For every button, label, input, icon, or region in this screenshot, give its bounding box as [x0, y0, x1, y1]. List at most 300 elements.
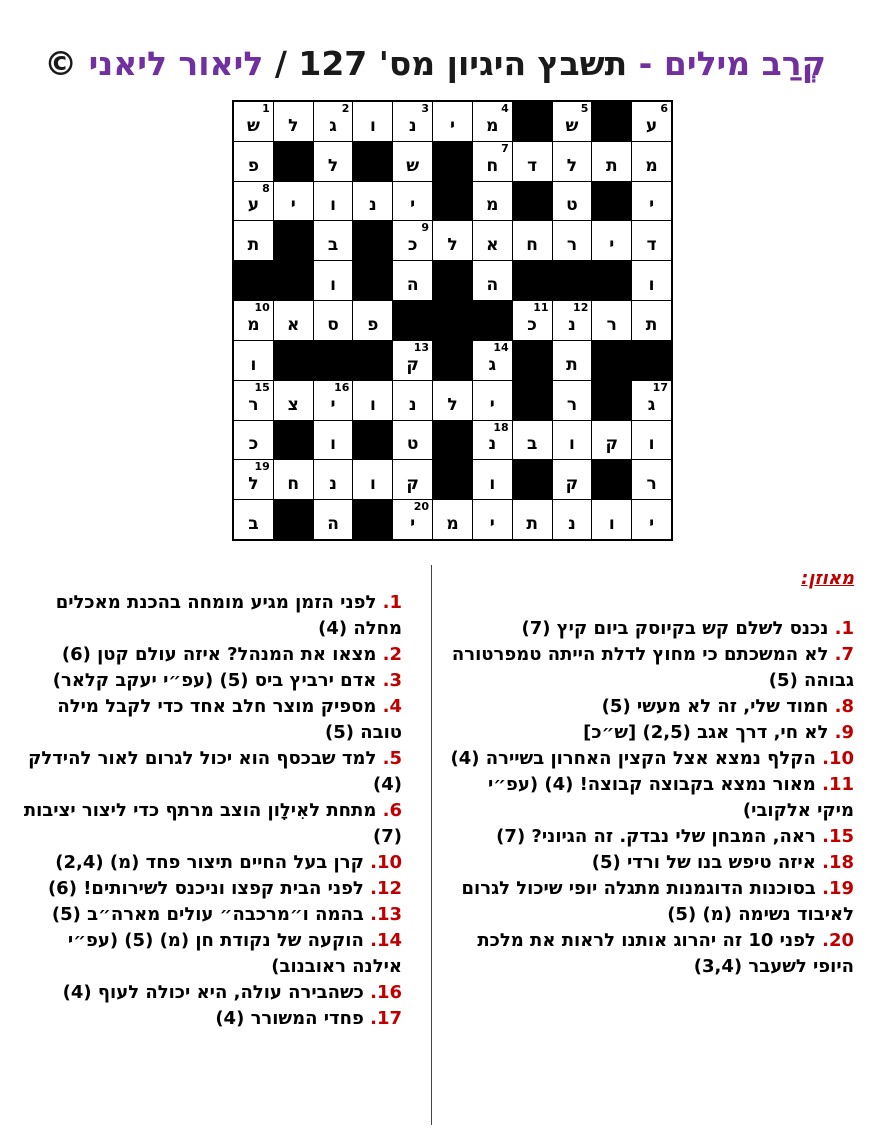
clue-number: 11	[533, 301, 549, 315]
cell-letter: ו	[330, 275, 336, 296]
cell-letter: י	[609, 235, 615, 256]
clue-number: 19	[254, 460, 270, 474]
clue-label: 5.	[382, 748, 402, 769]
letter-cell[interactable]	[592, 301, 631, 340]
letter-cell[interactable]	[314, 182, 353, 221]
letter-cell[interactable]	[632, 182, 671, 221]
clue-text: הקלף נמצא אצל הקצין האחרון בשיירה (4)	[450, 748, 823, 769]
clue-label: 15.	[822, 826, 854, 847]
cell-letter: מ	[486, 115, 499, 136]
column-divider	[431, 565, 432, 1125]
black-cell	[274, 341, 313, 380]
across-clues	[450, 566, 854, 980]
clue-label: 13.	[370, 904, 402, 925]
clue-text: לפני הזמן מגיע מומחה בהכנת מאכלים מחלה (4)	[55, 592, 402, 639]
across-heading: מאוזן:	[801, 568, 854, 589]
cell-letter: ד	[527, 155, 538, 176]
letter-cell[interactable]	[314, 421, 353, 460]
letter-cell[interactable]	[553, 460, 592, 499]
cell-letter: ע	[645, 115, 658, 136]
cell-letter: ל	[447, 394, 458, 415]
black-cell	[513, 261, 552, 300]
clue	[14, 980, 402, 1006]
letter-cell[interactable]	[513, 421, 552, 460]
clue-text: מאור נמצא בקבוצה קבוצה! (4) (עפ״י מיקי אלקובי)	[487, 774, 854, 821]
letter-cell[interactable]	[393, 421, 432, 460]
letter-cell[interactable]	[553, 182, 592, 221]
black-cell	[433, 301, 472, 340]
letter-cell[interactable]	[393, 500, 432, 539]
black-cell	[513, 182, 552, 221]
letter-cell[interactable]	[353, 301, 392, 340]
clue-label: 8.	[834, 696, 854, 717]
cell-letter: מ	[645, 155, 658, 176]
clue-number: 4	[501, 102, 509, 115]
letter-cell[interactable]	[632, 500, 671, 539]
clue-label: 17.	[370, 1008, 402, 1029]
cell-letter: ט	[566, 195, 578, 216]
cell-letter: כ	[407, 235, 418, 256]
clue-label: 7.	[834, 644, 854, 665]
cell-letter: ר	[566, 394, 578, 415]
letter-cell[interactable]	[314, 460, 353, 499]
letter-cell[interactable]	[274, 460, 313, 499]
cell-letter: ח	[287, 474, 300, 495]
letter-cell[interactable]	[353, 460, 392, 499]
cell-letter: ו	[608, 513, 615, 534]
clue-number: 1	[262, 102, 270, 115]
black-cell	[274, 500, 313, 539]
cell-letter: ש	[565, 115, 579, 136]
cell-letter: ו	[369, 394, 376, 415]
letter-cell[interactable]	[314, 102, 353, 141]
black-cell	[433, 261, 472, 300]
letter-cell[interactable]	[234, 102, 273, 141]
cell-letter: ו	[648, 275, 655, 296]
cell-letter: י	[649, 195, 655, 216]
clue-label: 20.	[822, 930, 854, 951]
letter-cell[interactable]	[553, 500, 592, 539]
letter-cell[interactable]	[632, 221, 671, 260]
black-cell	[433, 142, 472, 181]
black-cell	[274, 142, 313, 181]
letter-cell[interactable]	[632, 261, 671, 300]
cell-letter: א	[486, 235, 499, 256]
clue-text: פחדי המשורר (4)	[215, 1008, 371, 1029]
cell-letter: י	[330, 394, 336, 415]
clue-label: 14.	[370, 930, 402, 951]
clue-label: 2.	[382, 644, 402, 665]
letter-cell[interactable]	[234, 381, 273, 420]
letter-cell[interactable]	[553, 301, 592, 340]
black-cell	[592, 460, 631, 499]
cell-letter: ד	[646, 235, 657, 256]
cell-letter: ו	[330, 434, 336, 455]
cell-letter: י	[290, 195, 296, 216]
letter-cell[interactable]	[274, 182, 313, 221]
cell-letter: נ	[369, 195, 377, 216]
black-cell	[234, 261, 273, 300]
black-cell	[433, 182, 472, 221]
letter-cell[interactable]	[632, 421, 671, 460]
cell-letter: י	[410, 513, 416, 534]
cell-letter: ל	[447, 235, 458, 256]
cell-letter: ק	[565, 474, 579, 495]
clue	[450, 694, 854, 720]
cell-letter: ר	[566, 235, 578, 256]
letter-cell[interactable]	[393, 221, 432, 260]
letter-cell[interactable]	[513, 500, 552, 539]
cell-letter: ט	[406, 434, 419, 455]
clue-label: 12.	[370, 878, 402, 899]
letter-cell[interactable]	[473, 221, 512, 260]
letter-cell[interactable]	[234, 301, 273, 340]
cell-letter: ב	[248, 513, 259, 534]
clue	[14, 668, 402, 694]
cell-letter: ל	[327, 155, 339, 176]
cell-letter: נ	[568, 513, 576, 534]
crossword-grid	[232, 100, 673, 541]
letter-cell[interactable]	[234, 421, 273, 460]
cell-letter: ק	[406, 474, 419, 495]
clue-label: 1.	[382, 592, 402, 613]
letter-cell[interactable]	[473, 142, 512, 181]
cell-letter: מ	[247, 314, 260, 335]
title-dash: -	[638, 44, 653, 83]
letter-cell[interactable]	[592, 421, 631, 460]
black-cell	[274, 221, 313, 260]
letter-cell[interactable]	[393, 182, 432, 221]
letter-cell[interactable]	[513, 301, 552, 340]
letter-cell[interactable]	[473, 381, 512, 420]
cell-letter: ה	[406, 275, 419, 296]
clue-number: 7	[501, 141, 509, 155]
cell-letter: ג	[488, 354, 497, 375]
black-cell	[353, 142, 392, 181]
black-cell	[393, 301, 432, 340]
letter-cell[interactable]	[632, 102, 671, 141]
clue-text: מתחת לאִילָון הוצב מרתף כדי ליצור יציבות (7)	[23, 800, 402, 847]
clue-number: 18	[493, 420, 509, 434]
letter-cell[interactable]	[314, 301, 353, 340]
clue-label: 1.	[834, 618, 854, 639]
clue	[450, 928, 854, 980]
cell-letter: ר	[646, 474, 657, 495]
cell-letter: ו	[569, 434, 575, 455]
letter-cell[interactable]	[473, 460, 512, 499]
cell-letter: פ	[247, 155, 259, 176]
black-cell	[513, 460, 552, 499]
letter-cell[interactable]	[592, 142, 631, 181]
letter-cell[interactable]	[314, 142, 353, 181]
clue-text: איזה טיפש בנו של ורדי (5)	[591, 852, 823, 873]
letter-cell[interactable]	[314, 261, 353, 300]
black-cell	[433, 460, 472, 499]
clue-text: חמוד שלי, זה לא מעשי (5)	[601, 696, 835, 717]
clue-text: לפני 10 זה יהרוג אותנו לראות את מלכת היופי לשעבר (3,4)	[477, 930, 854, 977]
letter-cell[interactable]	[473, 500, 512, 539]
cell-letter: נ	[488, 434, 497, 455]
letter-cell[interactable]	[473, 341, 512, 380]
letter-cell[interactable]	[632, 460, 671, 499]
cell-letter: נ	[329, 474, 337, 495]
letter-cell[interactable]	[473, 261, 512, 300]
letter-cell[interactable]	[393, 102, 432, 141]
cell-letter: ב	[526, 434, 538, 455]
cell-letter: ו	[648, 434, 655, 455]
black-cell	[353, 500, 392, 539]
title-name: קְרַב מילים	[663, 44, 826, 83]
black-cell	[433, 421, 472, 460]
cell-letter: י	[489, 513, 495, 534]
clue-number: 15	[254, 380, 270, 394]
letter-cell[interactable]	[632, 142, 671, 181]
clue-label: 16.	[370, 982, 402, 1003]
cell-letter: ג	[329, 115, 337, 136]
letter-cell[interactable]	[393, 460, 432, 499]
cell-letter: פ	[367, 314, 379, 335]
letter-cell[interactable]	[314, 381, 353, 420]
clue-number: 20	[413, 500, 430, 514]
letter-cell[interactable]	[274, 381, 313, 420]
clue	[450, 746, 854, 772]
letter-cell[interactable]	[553, 381, 592, 420]
cell-letter: צ	[287, 394, 299, 415]
black-cell	[274, 421, 313, 460]
clue	[450, 720, 854, 746]
cell-letter: י	[449, 115, 455, 136]
letter-cell[interactable]	[553, 102, 592, 141]
cell-letter: ר	[248, 394, 259, 415]
clue-number: 12	[573, 301, 589, 315]
clue	[14, 694, 402, 746]
clue-number: 2	[341, 102, 350, 115]
clue-text: אדם ירביץ ביס (5) (עפ״י יעקב קלאר)	[52, 670, 383, 691]
clue	[450, 616, 854, 642]
clue	[450, 642, 854, 694]
letter-cell[interactable]	[234, 500, 273, 539]
clue-number: 9	[421, 221, 430, 235]
cell-letter: י	[410, 195, 416, 216]
clue	[14, 798, 402, 850]
cell-letter: ת	[605, 155, 618, 176]
letter-cell[interactable]	[473, 102, 512, 141]
letter-cell[interactable]	[433, 381, 472, 420]
letter-cell[interactable]	[553, 341, 592, 380]
clue-number: 3	[421, 102, 430, 115]
letter-cell[interactable]	[353, 102, 392, 141]
letter-cell[interactable]	[473, 182, 512, 221]
clue-label: 3.	[382, 670, 402, 691]
black-cell	[592, 381, 631, 420]
cell-letter: ל	[288, 115, 299, 136]
black-cell	[592, 341, 631, 380]
clue-label: 9.	[834, 722, 854, 743]
cell-letter: נ	[568, 314, 576, 335]
clue-text: כשהבירה עולה, היא יכולה לעוף (4)	[62, 982, 371, 1003]
clue-text: לא חי, דרך אגב (2,5) [ש״כ]	[583, 722, 835, 743]
letter-cell[interactable]	[274, 301, 313, 340]
letter-cell[interactable]	[393, 341, 432, 380]
black-cell	[314, 341, 353, 380]
black-cell	[433, 341, 472, 380]
cell-letter: ה	[486, 275, 499, 296]
black-cell	[553, 261, 592, 300]
title-copyright: ©	[44, 44, 78, 83]
cell-letter: כ	[527, 314, 537, 335]
cell-letter: ש	[406, 155, 420, 176]
letter-cell[interactable]	[393, 142, 432, 181]
clue-text: מספיק מוצר חלב אחד כדי לקבל מילה טובה (5)	[57, 696, 402, 743]
letter-cell[interactable]	[353, 182, 392, 221]
letter-cell[interactable]	[433, 102, 472, 141]
clue-text: נכנס לשלם קש בקיוסק ביום קיץ (7)	[521, 618, 835, 639]
down-clues	[14, 590, 402, 1032]
cell-letter: ת	[526, 513, 538, 534]
letter-cell[interactable]	[234, 182, 273, 221]
letter-cell[interactable]	[314, 221, 353, 260]
black-cell	[513, 341, 552, 380]
cell-letter: ק	[406, 354, 419, 375]
cell-letter: מ	[486, 195, 499, 216]
clue-number: 16	[334, 380, 350, 394]
cell-letter: ת	[566, 354, 578, 375]
clue	[450, 824, 854, 850]
clue-label: 11.	[822, 774, 854, 795]
cell-letter: נ	[408, 115, 417, 136]
clue-label: 10.	[370, 852, 402, 873]
letter-cell[interactable]	[592, 500, 631, 539]
cell-letter: מ	[446, 513, 459, 534]
cell-letter: ה	[327, 513, 339, 534]
cell-letter: כ	[248, 434, 259, 455]
clue	[14, 746, 402, 798]
letter-cell[interactable]	[433, 500, 472, 539]
letter-cell[interactable]	[553, 421, 592, 460]
letter-cell[interactable]	[473, 421, 512, 460]
clue-number: 8	[262, 181, 270, 195]
page-title	[0, 44, 870, 83]
letter-cell[interactable]	[234, 142, 273, 181]
cell-letter: ס	[327, 314, 339, 335]
letter-cell[interactable]	[513, 142, 552, 181]
cell-letter: ת	[645, 314, 658, 335]
clue	[14, 642, 402, 668]
clue-label: 6.	[382, 800, 402, 821]
letter-cell[interactable]	[393, 261, 432, 300]
letter-cell[interactable]	[553, 221, 592, 260]
clue-text: הוקעה של נקודת חן (מ) (5) (עפ״י אילנה ראובנוב)	[67, 930, 402, 977]
clue-label: 19.	[822, 878, 854, 899]
letter-cell[interactable]	[433, 221, 472, 260]
black-cell	[592, 102, 631, 141]
cell-letter: ק	[605, 434, 619, 455]
clue-text: לא המשכתם כי מחוץ לדלת הייתה טמפרטורה גבוהה (5)	[451, 644, 854, 691]
black-cell	[353, 261, 392, 300]
cell-letter: ח	[486, 155, 499, 176]
clue-text: מצאו את המנהל? איזה עולם קטן (6)	[61, 644, 383, 665]
cell-letter: א	[287, 314, 300, 335]
clue	[14, 590, 402, 642]
clue-text: קרן בעל החיים תיצור פחד (מ) (2,4)	[55, 852, 371, 873]
letter-cell[interactable]	[234, 221, 273, 260]
black-cell	[513, 381, 552, 420]
letter-cell[interactable]	[632, 301, 671, 340]
cell-letter: ו	[489, 474, 496, 495]
letter-cell[interactable]	[513, 221, 552, 260]
letter-cell[interactable]	[274, 102, 313, 141]
title-author: ליאור ליאני	[88, 44, 264, 83]
cell-letter: ל	[248, 474, 259, 495]
letter-cell[interactable]	[314, 500, 353, 539]
black-cell	[274, 261, 313, 300]
cell-letter: ש	[246, 115, 260, 136]
cell-letter: ג	[647, 394, 656, 415]
cell-letter: נ	[408, 394, 417, 415]
cell-letter: ת	[247, 235, 260, 256]
cell-letter: ח	[526, 235, 538, 256]
clue	[14, 850, 402, 876]
clue-text: ראה, המבחן שלי נבדק. זה הגיוני? (7)	[496, 826, 823, 847]
clue-number: 5	[580, 102, 589, 115]
title-subtitle: תשבץ היגיון מס' 127 /	[274, 44, 628, 83]
clue-text: בסוכנות הדוגמנות מתגלה יופי שיכול לגרום לאיבוד נשימה (מ) (5)	[461, 878, 854, 925]
clue-number: 17	[652, 380, 668, 394]
letter-cell[interactable]	[234, 460, 273, 499]
letter-cell[interactable]	[393, 381, 432, 420]
clue	[14, 1006, 402, 1032]
clue-text: בהמה ו״מרכבה״ עולים מארה״ב (5)	[51, 904, 371, 925]
clue	[14, 928, 402, 980]
clue	[450, 772, 854, 824]
cell-letter: ו	[250, 354, 257, 375]
clue-label: 18.	[822, 852, 854, 873]
clue	[14, 902, 402, 928]
black-cell	[353, 221, 392, 260]
black-cell	[592, 182, 631, 221]
cell-letter: ל	[566, 155, 578, 176]
letter-cell[interactable]	[234, 341, 273, 380]
clue-number: 6	[660, 102, 668, 115]
black-cell	[513, 102, 552, 141]
black-cell	[353, 421, 392, 460]
clue-text: לפני הבית קפצו וניכנס לשירותים! (6)	[47, 878, 371, 899]
clue-label: 4.	[382, 696, 402, 717]
black-cell	[473, 301, 512, 340]
letter-cell[interactable]	[553, 142, 592, 181]
cell-letter: י	[489, 394, 495, 415]
clue-number: 13	[413, 340, 430, 354]
cell-letter: ר	[606, 314, 617, 335]
cell-letter: ו	[330, 195, 336, 216]
clue-number: 10	[254, 301, 270, 315]
cell-letter: ב	[327, 235, 339, 256]
clue	[450, 850, 854, 876]
black-cell	[632, 341, 671, 380]
black-cell	[592, 261, 631, 300]
clue-number: 14	[493, 340, 509, 354]
black-cell	[353, 341, 392, 380]
clue-label: 10.	[822, 748, 854, 769]
letter-cell[interactable]	[592, 221, 631, 260]
cell-letter: י	[649, 513, 655, 534]
cell-letter: ע	[247, 195, 260, 216]
letter-cell[interactable]	[353, 381, 392, 420]
cell-letter: ו	[369, 474, 376, 495]
clue	[450, 876, 854, 928]
clue-text: למד שבכסף הוא יכול לגרום לאור להידלק (4)	[28, 748, 402, 795]
letter-cell[interactable]	[632, 381, 671, 420]
